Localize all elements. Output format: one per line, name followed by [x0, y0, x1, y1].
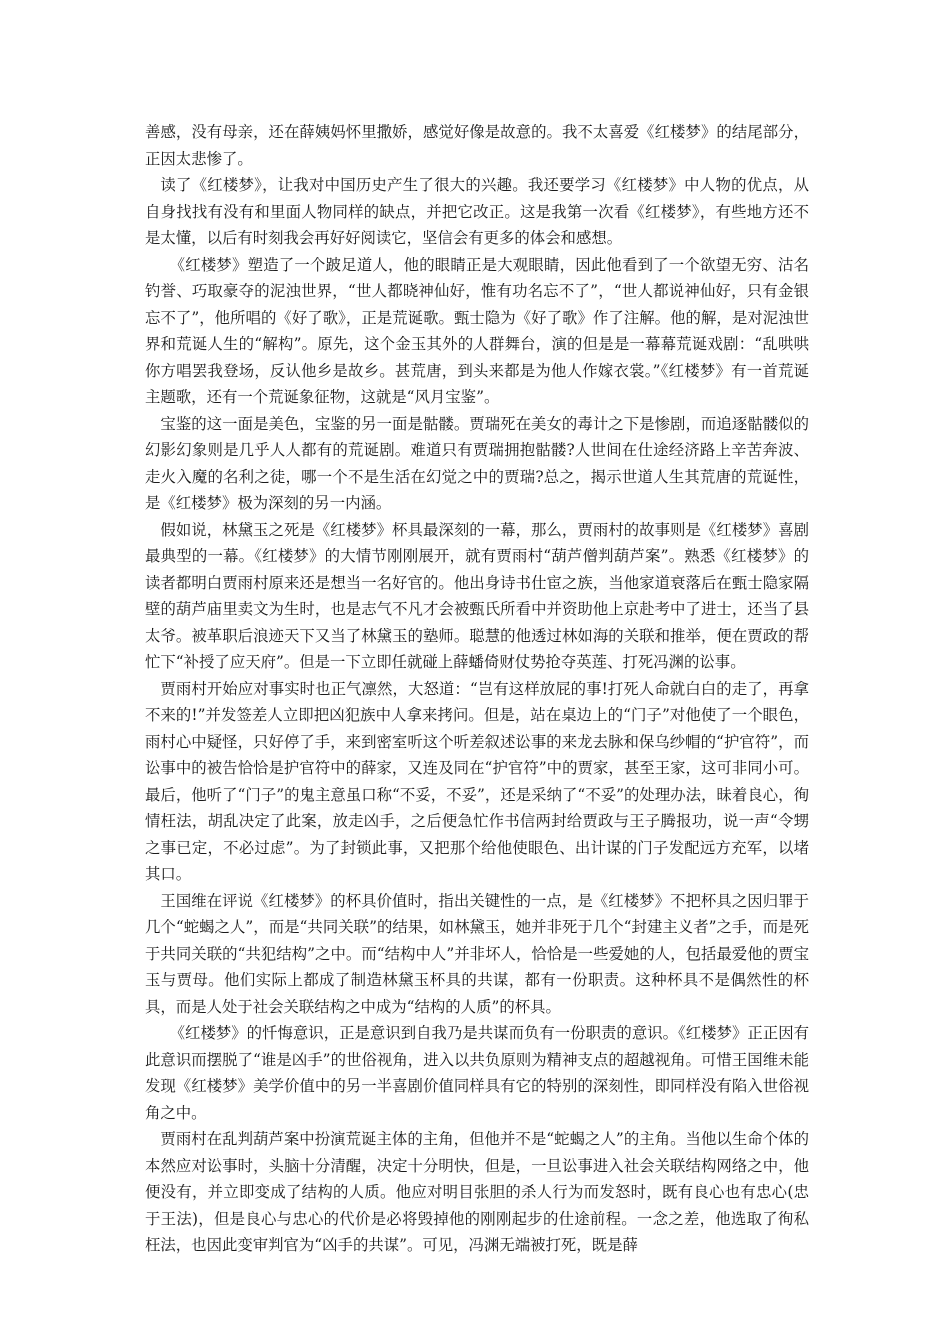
document-page [145, 119, 809, 1259]
paragraph-3: 《红楼梦》塑造了一个跛足道人，他的眼睛正是大观眼睛，因此他看到了一个欲望无穷、沽名钓誉、巧取豪夺的泥浊世界，“世人都晓神仙好，惟有功名忘不了”，“世人都说神仙好，只有金银忘不了”，他所唱的《好了歌》，正是荒诞歌。甄士隐为《好了歌》作了注解。他的解，是对泥浊世界和荒诞人生的“解构”。原先，这个金玉其外的人群舞台，演的但是是一幕幕荒诞戏剧：“乱哄哄你方唱罢我登场，反认他乡是故乡。甚荒唐，到头来都是为他人作嫁衣裳。”《红楼梦》有一首荒诞主题歌，还有一个荒诞象征物，这就是“风月宝鉴”。 [145, 255, 809, 406]
paragraph-6: 贾雨村开始应对事实时也正气凛然，大怒道：“岂有这样放屁的事!打死人命就白白的走了，再拿不来的!”并发签差人立即把凶犯族中人拿来拷问。但是，站在桌边上的“门子”对他使了一个眼色，雨村心中疑怪，只好停了手，来到密室听这个听差叙述讼事的来龙去脉和保乌纱帽的“护官符”，而讼事中的被告恰恰是护官符中的薛家，又连及同在“护官符”中的贾家，甚至王家，这可非同小可。最后，他听了“门子”的鬼主意虽口称“不妥，不妥”，还是采纳了“不妥”的处理办法，昧着良心，徇情枉法，胡乱决定了此案，放走凶手，之后便急忙作书信两封给贾政与王子腾报功，说一声“令甥之事已定，不必过虑”。为了封锁此事，又把那个给他使眼色、出计谋的门子发配远方充军，以堵其口。 [145, 679, 809, 883]
paragraph-7: 王国维在评说《红楼梦》的杯具价值时，指出关键性的一点，是《红楼梦》不把杯具之因归罪于几个“蛇蝎之人”，而是“共同关联”的结果，如林黛玉，她并非死于几个“封建主义者”之手，而是死于共同关联的“共犯结构”之中。而“结构中人”并非坏人，恰恰是一些爱她的人，包括最爱他的贾宝玉与贾母。他们实际上都成了制造林黛玉杯具的共谋，都有一份职责。这种杯具不是偶然性的杯具，而是人处于社会关联结构之中成为“结构的人质”的杯具。 [145, 891, 809, 1016]
paragraph-1: 善感，没有母亲，还在薛姨妈怀里撒娇，感觉好像是故意的。我不太喜爱《红楼梦》的结尾部分，正因太悲惨了。 [145, 123, 809, 168]
paragraph-2: 读了《红楼梦》，让我对中国历史产生了很大的兴趣。我还要学习《红楼梦》中人物的优点，从自身找找有没有和里面人物同样的缺点，并把它改正。这是我第一次看《红楼梦》，有些地方还不是太懂，以后有时刻我会再好好阅读它，坚信会有更多的体会和感想。 [145, 176, 809, 247]
paragraph-4: 宝鉴的这一面是美色，宝鉴的另一面是骷髅。贾瑞死在美女的毒计之下是惨剧，而追逐骷髅似的幻影幻象则是几乎人人都有的荒诞剧。难道只有贾瑞拥抱骷髅?人世间在仕途经济路上辛苦奔波、走火入魔的名利之徒，哪一个不是生活在幻觉之中的贾瑞?总之，揭示世道人生其荒唐的荒诞性，是《红楼梦》极为深刻的另一内涵。 [145, 414, 809, 512]
paragraph-5: 假如说，林黛玉之死是《红楼梦》杯具最深刻的一幕，那么，贾雨村的故事则是《红楼梦》喜剧最典型的一幕。《红楼梦》的大情节刚刚展开，就有贾雨村“葫芦僧判葫芦案”。熟悉《红楼梦》的读者都明白贾雨村原来还是想当一名好官的。他出身诗书仕宦之族，当他家道衰落后在甄士隐家隔壁的葫芦庙里卖文为生时，也是志气不凡才会被甄氏所看中并资助他上京赴考中了进士，还当了县太爷。被革职后浪迹天下又当了林黛玉的塾师。聪慧的他透过林如海的关联和推举，便在贾政的帮忙下“补授了应天府”。但是一下立即任就碰上薛蟠倚财仗势抢夺英莲、打死冯渊的讼事。 [145, 520, 809, 671]
paragraph-8: 《红楼梦》的忏悔意识，正是意识到自我乃是共谋而负有一份职责的意识。《红楼梦》正正因有此意识而摆脱了“谁是凶手”的世俗视角，进入以共负原则为精神支点的超越视角。可惜王国维未能发现《红楼梦》美学价值中的另一半喜剧价值同样具有它的特别的深刻性，即同样没有陷入世俗视角之中。 [145, 1024, 809, 1122]
paragraph-9: 贾雨村在乱判葫芦案中扮演荒诞主体的主角，但他并不是“蛇蝎之人”的主角。当他以生命个体的本然应对讼事时，头脑十分清醒，决定十分明快，但是，一旦讼事进入社会关联结构网络之中，他便没有，并立即变成了结构的人质。他应对明目张胆的杀人行为而发怒时，既有良心也有忠心(忠于王法)，但是良心与忠心的代价是必将毁掉他的刚刚起步的仕途前程。一念之差，他选取了徇私枉法，也因此变审判官为“凶手的共谋”。可见，冯渊无端被打死，既是薛 [145, 1130, 809, 1254]
